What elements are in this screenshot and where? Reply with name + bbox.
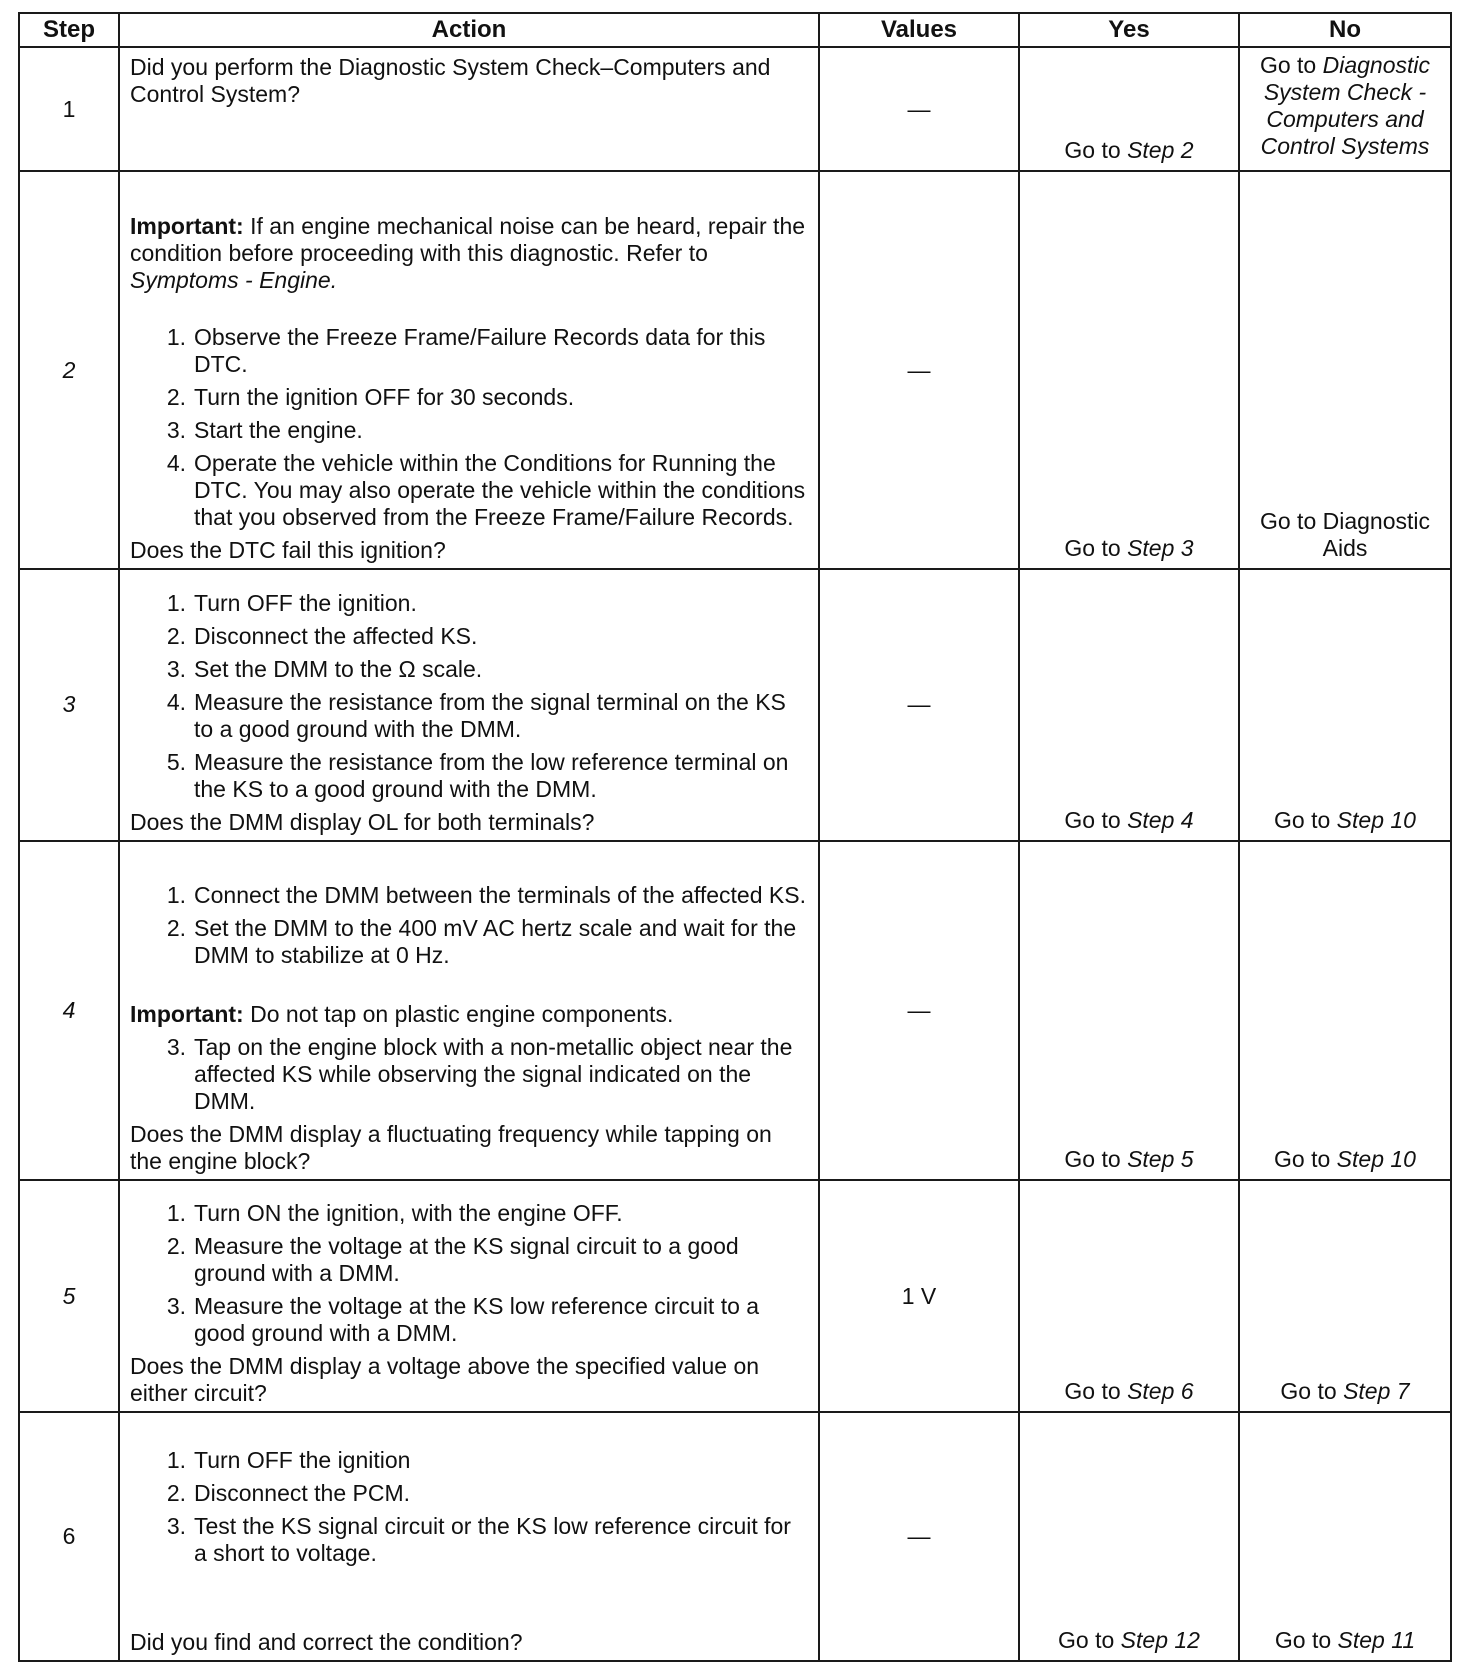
no-cell: [1239, 569, 1451, 840]
important-note: [130, 213, 808, 294]
item-number: 3.: [166, 1034, 186, 1061]
no-prefix: Go to: [1274, 1146, 1337, 1173]
table-row: [19, 1412, 1451, 1661]
diagnostic-table: [18, 12, 1452, 1662]
item-number: 1.: [166, 1200, 186, 1227]
values-cell: —: [819, 171, 1019, 569]
item-text: Turn the ignition OFF for 30 seconds.: [194, 384, 575, 411]
step-number: 4: [19, 841, 119, 1181]
no-cell: [1239, 171, 1451, 569]
yes-prefix: Go to: [1064, 137, 1128, 164]
list-item: [130, 1200, 808, 1227]
step-number: 6: [19, 1412, 119, 1661]
item-text: Start the engine.: [194, 417, 363, 444]
list-item: [130, 1480, 808, 1507]
step-number: 3: [19, 569, 119, 840]
no-step-link[interactable]: Step 7: [1343, 1378, 1410, 1405]
header-row: [19, 13, 1451, 47]
item-text: Disconnect the PCM.: [194, 1480, 411, 1506]
header-action: Action: [119, 13, 819, 47]
item-text: Turn OFF the ignition: [194, 1447, 411, 1473]
list-item: [130, 1293, 808, 1347]
question-text: Does the DTC fail this ignition?: [130, 537, 446, 564]
item-text: Observe the Freeze Frame/Failure Records data for this DTC.: [194, 324, 766, 378]
item-number: 2.: [166, 1233, 186, 1260]
item-number: 2.: [166, 915, 186, 942]
no-step-link[interactable]: Diagnostic System Check - Computers and Control Systems: [1260, 52, 1431, 159]
no-cell: [1239, 841, 1451, 1181]
important-ref: Symptoms - Engine.: [130, 267, 338, 294]
question-text: Does the DMM display a fluctuating frequency while tapping on the engine block?: [130, 1121, 772, 1175]
item-number: 1.: [166, 589, 186, 616]
action-cell: [119, 1412, 819, 1661]
yes-step-link[interactable]: Step 5: [1127, 1146, 1194, 1173]
procedure-list: [130, 1034, 808, 1115]
no-cell: [1239, 1180, 1451, 1412]
no-step-link[interactable]: Step 11: [1337, 1627, 1416, 1653]
item-number: 2.: [166, 1480, 186, 1506]
item-text: Tap on the engine block with a non-metallic object near the affected KS while observing the signal indicated on the DMM.: [194, 1034, 793, 1115]
action-text: Did you perform the Diagnostic System Check–Computers and Control System?: [130, 54, 771, 107]
yes-prefix: Go to: [1058, 1627, 1121, 1653]
yes-cell: [1019, 1412, 1239, 1661]
item-number: 1.: [166, 882, 186, 909]
step-number: 2: [19, 171, 119, 569]
values-cell: —: [819, 841, 1019, 1181]
yes-cell: [1019, 47, 1239, 171]
header-values: Values: [819, 13, 1019, 47]
yes-step-link[interactable]: Step 2: [1127, 137, 1194, 164]
list-item: [130, 1233, 808, 1287]
important-note: [130, 1001, 808, 1028]
item-number: 3.: [166, 1513, 186, 1539]
list-item: [130, 417, 808, 444]
list-item: [130, 915, 808, 969]
yes-step-link[interactable]: Step 4: [1127, 806, 1194, 833]
yes-cell: [1019, 569, 1239, 840]
yes-cell: [1019, 171, 1239, 569]
no-prefix: Go to: [1274, 1627, 1338, 1653]
item-number: 4.: [166, 688, 186, 715]
no-cell: [1239, 1412, 1451, 1661]
list-item: [130, 1447, 808, 1474]
no-prefix: Go to: [1274, 806, 1337, 833]
list-item: [130, 882, 808, 909]
item-text: Measure the voltage at the KS low reference circuit to a good ground with a DMM.: [194, 1293, 760, 1347]
question-text: Did you find and correct the condition?: [130, 1629, 523, 1655]
item-number: 1.: [166, 324, 186, 351]
item-text: Connect the DMM between the terminals of the affected KS.: [194, 882, 806, 909]
item-text: Turn ON the ignition, with the engine OFF.: [194, 1200, 623, 1227]
list-item: [130, 450, 808, 531]
table-row: [19, 569, 1451, 840]
yes-cell: [1019, 841, 1239, 1181]
list-item: [130, 324, 808, 378]
list-item: [130, 1513, 808, 1567]
list-item: [130, 623, 808, 650]
item-number: 5.: [166, 748, 186, 775]
table-row: [19, 171, 1451, 569]
item-number: 3.: [166, 655, 186, 682]
yes-step-link[interactable]: Step 6: [1127, 1378, 1194, 1405]
procedure-list: [130, 324, 808, 531]
no-step-link[interactable]: Go to Diagnostic Aids: [1259, 508, 1431, 562]
header-step: Step: [19, 13, 119, 47]
item-text: Set the DMM to the Ω scale.: [194, 655, 483, 682]
important-label: Important:: [130, 1001, 244, 1028]
no-step-link[interactable]: Step 10: [1336, 1146, 1416, 1173]
item-number: 2.: [166, 384, 186, 411]
action-cell: [119, 47, 819, 171]
table-row: [19, 47, 1451, 171]
item-text: Set the DMM to the 400 mV AC hertz scale and wait for the DMM to stabilize at 0 Hz.: [194, 915, 797, 969]
step-number: 1: [19, 47, 119, 171]
item-text: Measure the resistance from the signal terminal on the KS to a good ground with the DMM.: [194, 688, 786, 742]
yes-step-link[interactable]: Step 3: [1127, 535, 1194, 562]
item-text: Turn OFF the ignition.: [194, 589, 417, 616]
table-row: [19, 841, 1451, 1181]
item-number: 3.: [166, 1293, 186, 1320]
item-text: Test the KS signal circuit or the KS low reference circuit for a short to voltage.: [194, 1513, 791, 1566]
important-text: If an engine mechanical noise can be heard, repair the condition before proceeding with this diagnostic. Refer to: [130, 213, 806, 267]
list-item: [130, 590, 808, 617]
procedure-list: [130, 590, 808, 803]
action-cell: [119, 1180, 819, 1412]
yes-prefix: Go to: [1064, 1378, 1128, 1405]
important-text: Do not tap on plastic engine components.: [243, 1001, 674, 1028]
item-text: Disconnect the affected KS.: [194, 622, 478, 649]
list-item: [130, 689, 808, 743]
no-step-link[interactable]: Step 10: [1336, 806, 1416, 833]
procedure-list: [130, 1200, 808, 1347]
item-text: Measure the resistance from the low reference terminal on the KS to a good ground with the DMM.: [194, 748, 789, 802]
yes-cell: [1019, 1180, 1239, 1412]
yes-prefix: Go to: [1064, 806, 1128, 833]
values-cell: —: [819, 1412, 1019, 1661]
item-text: Operate the vehicle within the Conditions for Running the DTC. You may also operate the vehicle within the conditions that you observed from the Freeze Frame/Failure Records.: [194, 450, 806, 531]
header-no: No: [1239, 13, 1451, 47]
list-item: [130, 749, 808, 803]
list-item: [130, 656, 808, 683]
action-cell: [119, 841, 819, 1181]
item-text: Measure the voltage at the KS signal circuit to a good ground with a DMM.: [194, 1233, 739, 1287]
action-cell: [119, 569, 819, 840]
yes-prefix: Go to: [1064, 1146, 1128, 1173]
step-number: 5: [19, 1180, 119, 1412]
item-number: 3.: [166, 417, 186, 444]
item-number: 4.: [166, 450, 186, 477]
no-cell: [1239, 47, 1451, 171]
no-prefix: Go to: [1280, 1378, 1344, 1405]
list-item: [130, 384, 808, 411]
yes-prefix: Go to: [1064, 535, 1128, 562]
values-cell: —: [819, 569, 1019, 840]
question-text: Does the DMM display a voltage above the specified value on either circuit?: [130, 1353, 760, 1407]
question-text: Does the DMM display OL for both terminals?: [130, 808, 595, 835]
no-prefix: Go to: [1259, 52, 1323, 78]
list-item: [130, 1034, 808, 1115]
procedure-list: [130, 1447, 808, 1567]
item-number: 2.: [166, 622, 186, 649]
procedure-list: [130, 882, 808, 969]
table-row: [19, 1180, 1451, 1412]
values-cell: —: [819, 47, 1019, 171]
important-label: Important:: [130, 213, 244, 240]
values-cell: 1 V: [819, 1180, 1019, 1412]
item-number: 1.: [166, 1447, 186, 1473]
action-cell: [119, 171, 819, 569]
header-yes: Yes: [1019, 13, 1239, 47]
yes-step-link[interactable]: Step 12: [1120, 1627, 1200, 1653]
